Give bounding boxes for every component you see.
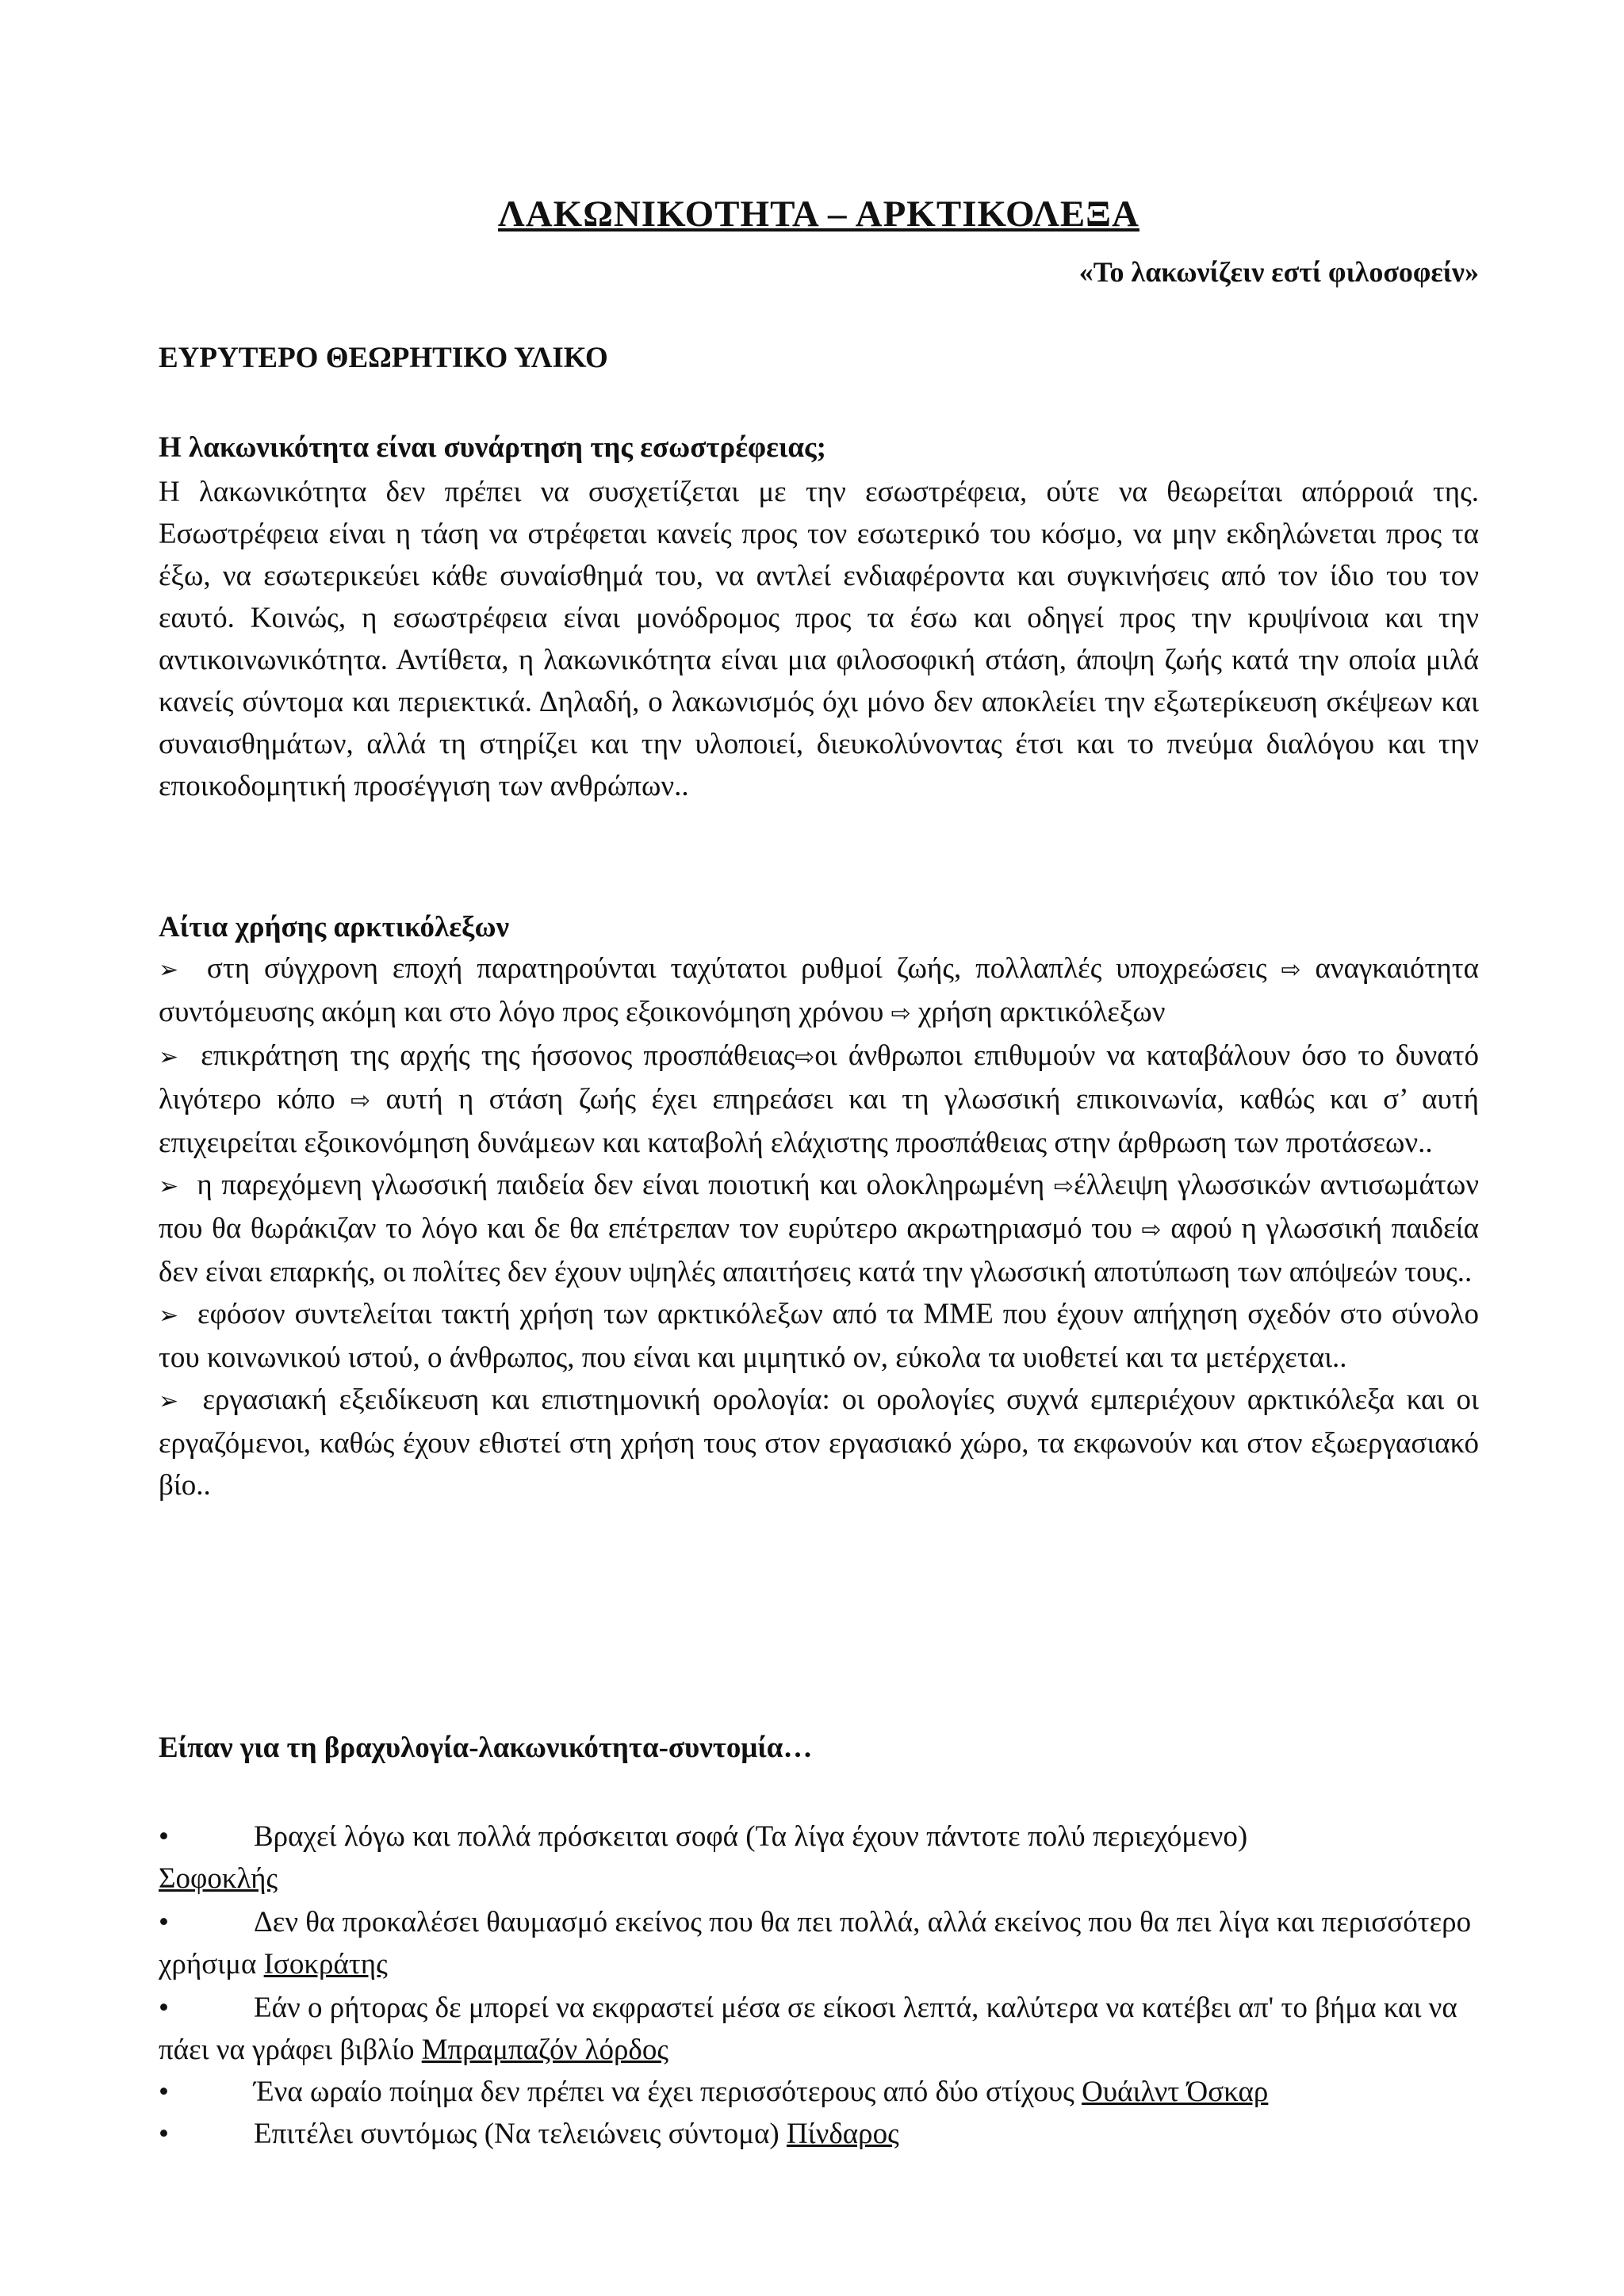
quote-item	[159, 2071, 1479, 2113]
bullet-icon: •	[159, 2118, 169, 2150]
cause-item: ➢ η παρεχόμενη γλωσσική παιδεία δεν είναι ποιοτική και ολοκληρωμένη ⇨έλλειψη γλωσσικών αντισωμάτων που θα θωράκιζαν το λόγο και δε θα επέτρεπαν τον ευρύτερο ακρωτηριασμό του ⇨ αφού η γλωσσική παιδεία δεν είναι επαρκής, οι πολίτες δεν έχουν υψηλές απαιτήσεις κατά την γλωσσική αποτύπωση των απόψεών τους..	[159, 1169, 1480, 1288]
cause-item: ➢ στη σύγχρονη εποχή παρατηρούνται ταχύτατοι ρυθμοί ζωής, πολλαπλές υποχρεώσεις ⇨ αναγκαιότητα συντόμευσης ακόμη και στο λόγο προς εξοικονόμηση χρόνου ⇨ χρήση αρκτικόλεξων	[159, 952, 1480, 1028]
bullet-icon: •	[159, 1906, 169, 1938]
quote-author: Πίνδαρος	[786, 2118, 899, 2150]
quote-text: Βραχεί λόγω και πολλά πρόσκειται σοφά (Τα λίγα έχουν πάντοτε πολύ περιεχόμενο)	[254, 1820, 1248, 1853]
right-arrow-icon: ⇨	[1141, 1216, 1162, 1244]
right-arrow-icon: ⇨	[795, 1043, 815, 1071]
document-motto: «Το λακωνίζειν εστί φιλοσοφείν»	[1078, 256, 1479, 288]
quote-text: Εάν ο ρήτορας δε μπορεί να εκφραστεί μέσα σε είκοσι λεπτά, καλύτερα να κατέβει απ' το βήμα και να πάει να γράφει βιβλίο	[159, 1992, 1457, 2066]
section-heading: Αίτια χρήσης αρκτικόλεξων	[159, 911, 510, 943]
arrow-bullet-icon: ➢	[159, 1173, 179, 1200]
quote-item	[159, 1816, 1479, 1900]
right-arrow-icon: ⇨	[350, 1087, 371, 1115]
theory-label: ΕΥΡΥΤΕΡΟ ΘΕΩΡΗΤΙΚΟ ΥΛΙΚΟ	[159, 342, 608, 374]
quote-author: Μπραμπαζόν λόρδος	[421, 2034, 669, 2066]
bullet-icon: •	[159, 1992, 169, 2024]
quote-text: Ένα ωραίο ποίημα δεν πρέπει να έχει περισσότερους από δύο στίχους	[254, 2076, 1074, 2108]
quote-text: Επιτέλει συντόμως (Να τελειώνεις σύντομα)	[254, 2118, 779, 2150]
section-quotes-heading	[159, 1728, 1479, 1768]
section-heading: Η λακωνικότητα είναι συνάρτηση της εσωστρέφειας;	[159, 431, 826, 464]
cause-item: ➢ εργασιακή εξειδίκευση και επιστημονική ορολογία: οι ορολογίες συχνά εμπεριέχουν αρκτικόλεξα και οι εργαζόμενοι, καθώς έχουν εθιστεί στη χρήση τους στον εργασιακό χώρο, τα εκφωνούν και στον εξωεργασιακό βίο..	[159, 1383, 1480, 1502]
quote-author: Ισοκράτης	[263, 1948, 388, 1980]
quote-author: Ουάιλντ Όσκαρ	[1082, 2076, 1269, 2108]
arrow-bullet-icon: ➢	[159, 1387, 179, 1415]
section-causes	[159, 908, 1479, 1506]
cause-item: ➢ εφόσον συντελείται τακτή χρήση των αρκτικόλεξων από τα ΜΜΕ που έχουν απήχηση σχεδόν στο σύνολο του κοινωνικού ιστού, ο άνθρωπος, που είναι και μιμητικό ον, εύκολα τα υιοθετεί και τα μετέρχεται..	[159, 1298, 1479, 1374]
arrow-bullet-icon: ➢	[159, 956, 179, 984]
arrow-bullet-icon: ➢	[159, 1302, 179, 1330]
quote-item	[159, 1987, 1479, 2071]
bullet-icon: •	[159, 1820, 169, 1853]
section-body: Η λακωνικότητα δεν πρέπει να συσχετίζεται με την εσωστρέφεια, ούτε να θεωρείται απόρροιά της. Εσωστρέφεια είναι η τάση να στρέφεται κανείς προς τον εσωτερικό του κόσμο, να μην εκδηλώνεται προς τα έξω, να εσωτερικεύει κάθε συναίσθημά του, να αντλεί ενδιαφέροντα και συγκινήσεις από τον ίδιο του τον εαυτό. Κοινώς, η εσωστρέφεια είναι μονόδρομος προς τα έσω και οδηγεί προς την κρυψίνοια και την αντικοινωνικότητα. Αντίθετα, η λακωνικότητα είναι μια φιλοσοφική στάση, άποψη ζωής κατά την οποία μιλά κανείς σύντομα και περιεκτικά. Δηλαδή, ο λακωνισμός όχι μόνο δεν αποκλείει την εξωτερίκευση σκέψεων και συναισθημάτων, αλλά τη στηρίζει και την υλοποιεί, διευκολύνοντας έτσι και το πνεύμα διαλόγου και την εποικοδομητική προσέγγιση των ανθρώπων..	[159, 476, 1479, 802]
quote-item	[159, 2113, 1479, 2155]
cause-item: ➢ επικράτηση της αρχής της ήσσονος προσπάθειας⇨οι άνθρωποι επιθυμούν να καταβάλουν όσο το δυνατό λιγότερο κόπο ⇨ αυτή η στάση ζωής έχει επηρεάσει και τη γλωσσική επικοινωνία, καθώς και σ’ αυτή επιχειρείται εξοικονόμηση δυνάμεων και καταβολή ελάχιστης προσπάθειας στην άρθρωση των προτάσεων..	[159, 1039, 1480, 1159]
quote-text: Δεν θα προκαλέσει θαυμασμό εκείνος που θα πει πολλά, αλλά εκείνος που θα πει λίγα και περισσότερο χρήσιμα	[159, 1906, 1472, 1980]
section-heading: Είπαν για τη βραχυλογία-λακωνικότητα-συντομία…	[159, 1732, 813, 1764]
right-arrow-icon: ⇨	[1053, 1173, 1074, 1200]
quote-item	[159, 1901, 1479, 1985]
arrow-bullet-icon: ➢	[159, 1043, 179, 1071]
quotes-list	[159, 1816, 1479, 2155]
right-arrow-icon: ⇨	[1281, 956, 1301, 984]
bullet-icon: •	[159, 2076, 169, 2108]
right-arrow-icon: ⇨	[891, 1000, 911, 1027]
quote-author: Σοφοκλής	[159, 1862, 278, 1895]
document-title: ΛΑΚΩΝΙΚΟΤΗΤΑ – ΑΡΚΤΙΚΟΛΕΞΑ	[498, 193, 1139, 235]
section-introversion	[159, 428, 1479, 807]
